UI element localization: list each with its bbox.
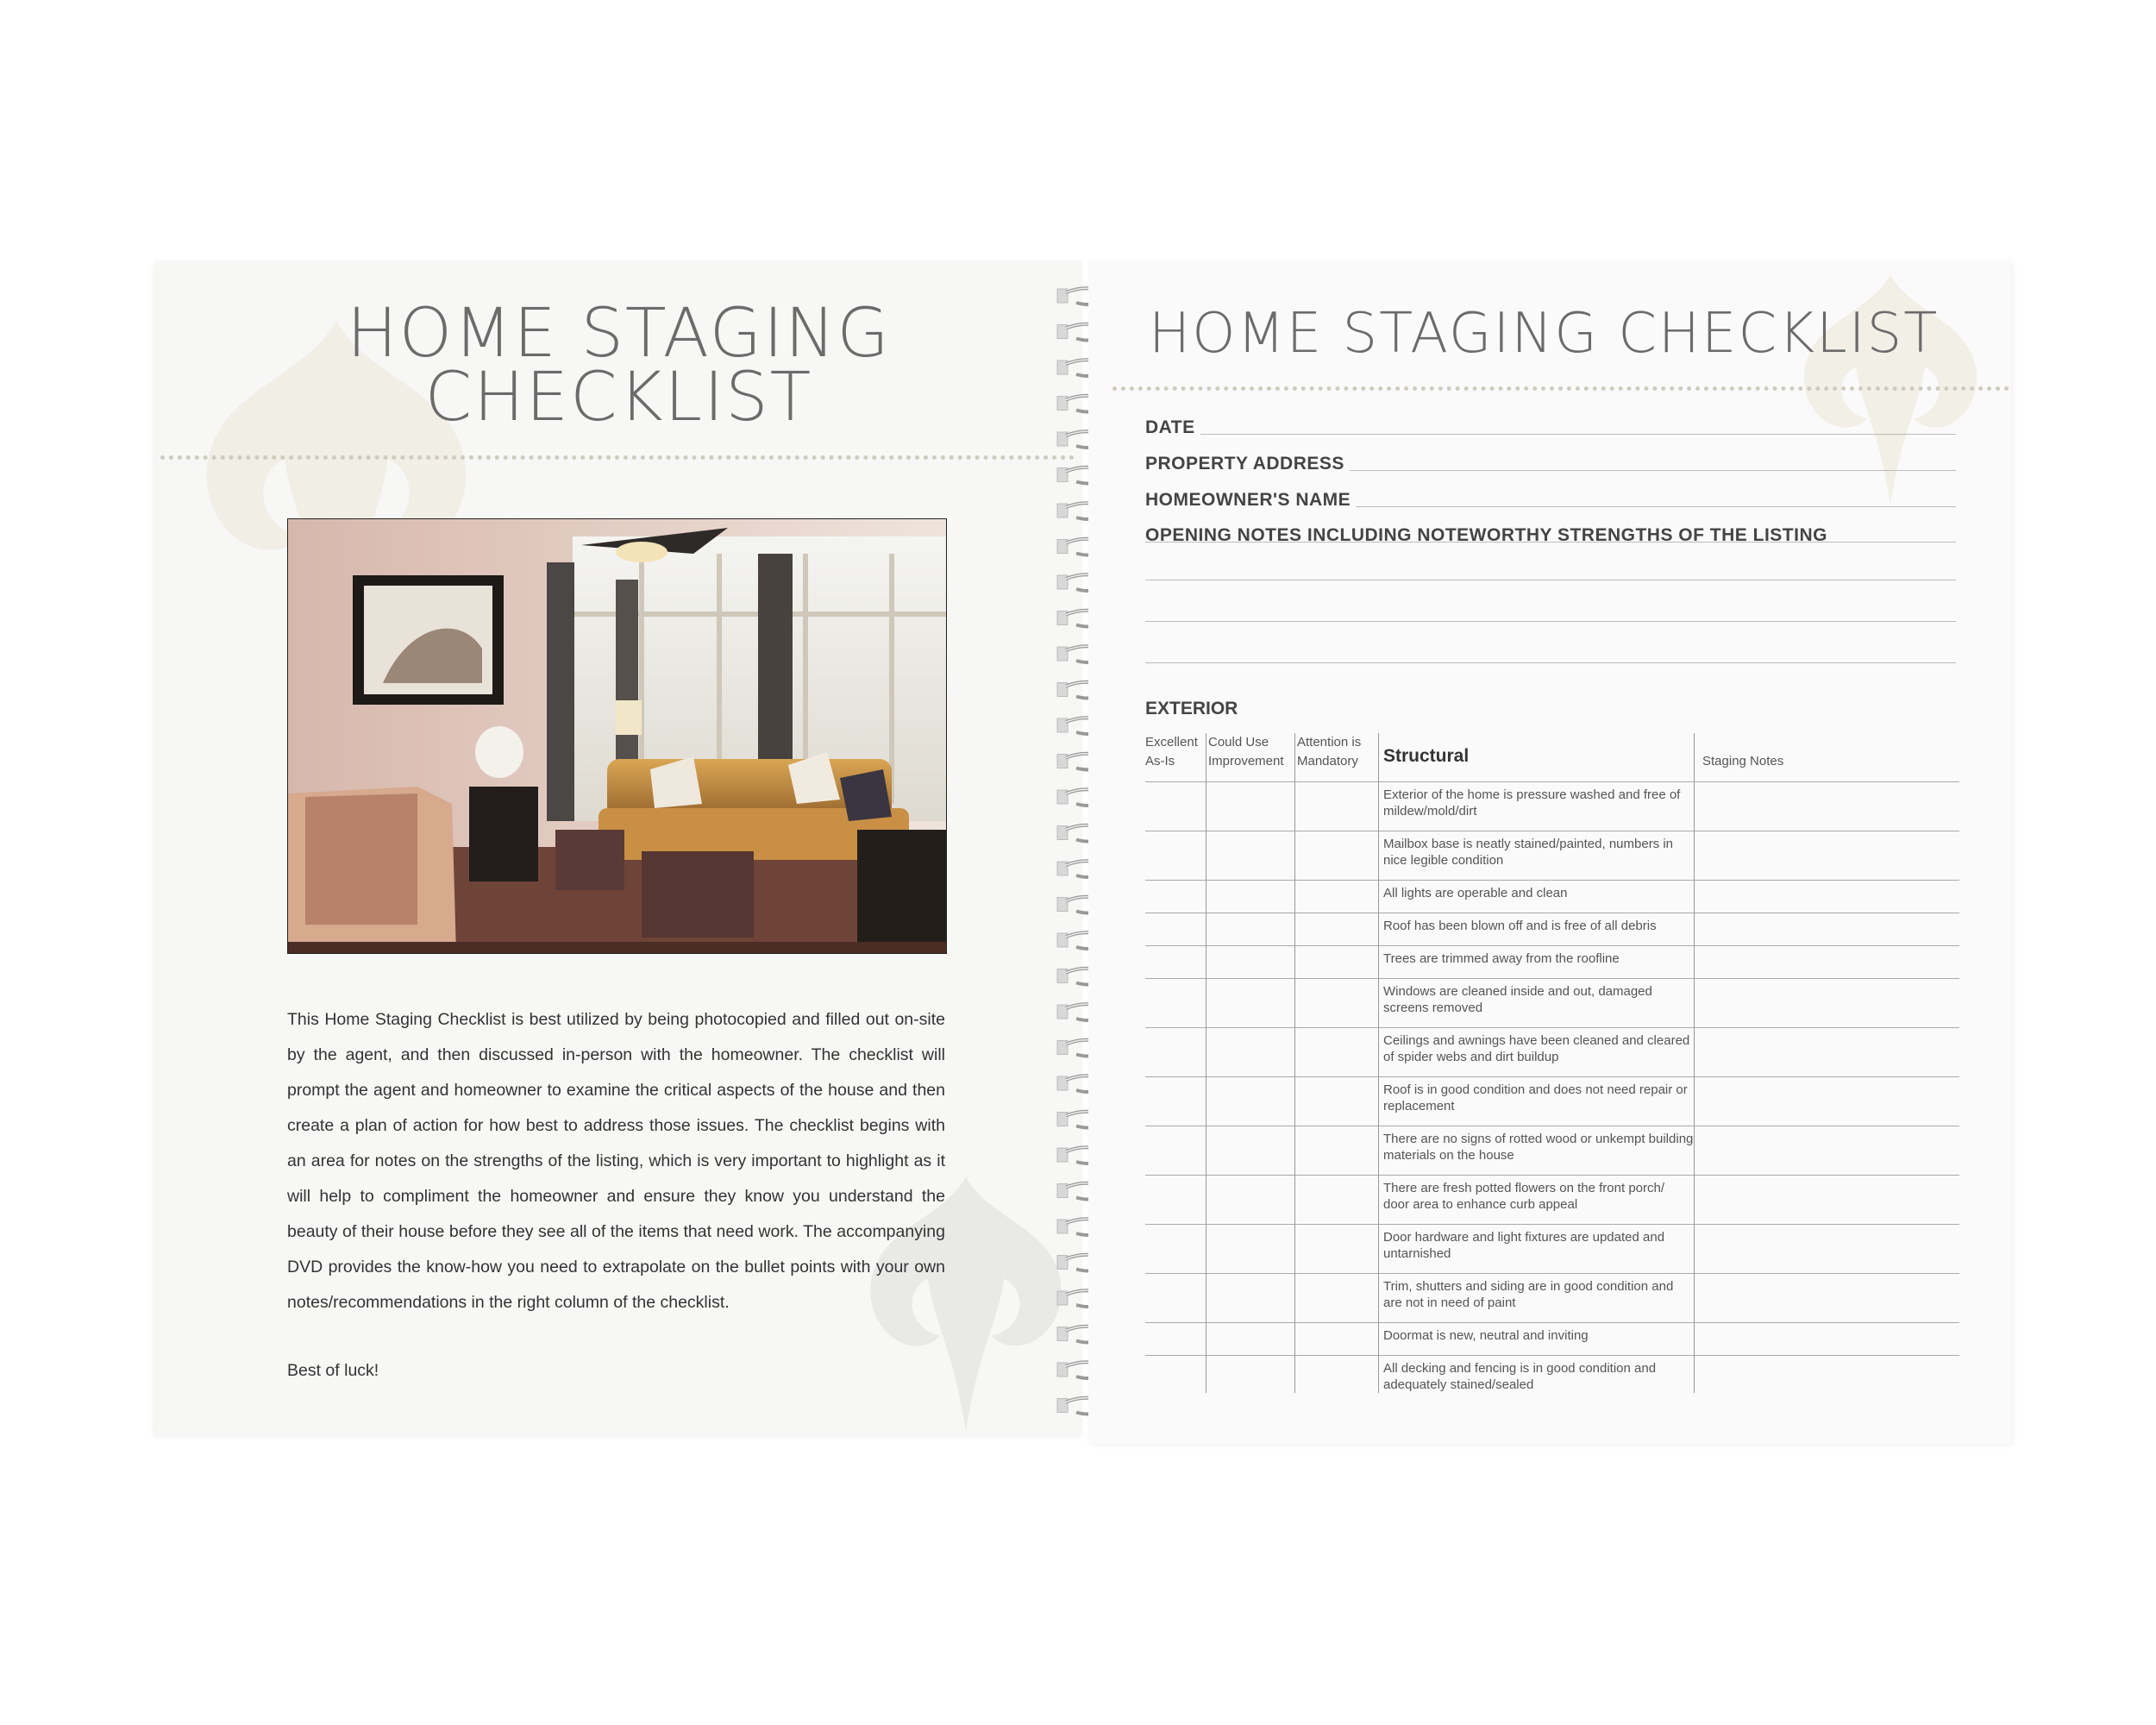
col-could-line2: Improvement [1208, 754, 1284, 768]
checklist-item: Windows are cleaned inside and out, damaged screens removed [1383, 984, 1652, 1015]
col-excellent-header [1145, 733, 1198, 771]
checklist-item: Trim, shutters and siding are in good condition and are not in need of paint [1383, 1279, 1674, 1310]
property-address-field[interactable] [1145, 454, 1956, 474]
row-divider [1145, 945, 1959, 946]
column-divider [1694, 733, 1695, 1393]
homeowner-name-label: HOMEOWNER'S NAME [1145, 490, 1356, 510]
checklist-title: HOME STAGING CHECKLIST [1149, 302, 1940, 366]
checklist-item: All lights are operable and clean [1383, 886, 1568, 900]
notes-line[interactable] [1145, 621, 1956, 622]
checklist-item: Exterior of the home is pressure washed and free of mildew/mold/dirt [1383, 787, 1681, 819]
col-attention-header [1297, 733, 1361, 771]
date-label: DATE [1145, 417, 1200, 437]
closing-text: Best of luck! [287, 1361, 379, 1380]
checklist-item: Ceilings and awnings have been cleaned and cleared of spider webs and dirt buildup [1383, 1033, 1690, 1064]
row-divider [1145, 1355, 1959, 1356]
checklist-item: Trees are trimmed away from the roofline [1383, 951, 1620, 966]
row-divider [1145, 781, 1959, 782]
notes-line[interactable] [1145, 662, 1956, 663]
checklist-item: Roof has been blown off and is free of all debris [1383, 919, 1657, 933]
row-divider [1145, 880, 1959, 881]
title-line-2: CHECKLIST [424, 359, 813, 436]
col-excellent-line1: Excellent [1145, 735, 1198, 750]
col-could-line1: Could Use [1208, 735, 1269, 750]
column-divider [1378, 733, 1379, 1393]
col-staging-notes-header: Staging Notes [1702, 754, 1784, 768]
checklist-item: Doormat is new, neutral and inviting [1383, 1328, 1589, 1343]
homeowner-name-field[interactable] [1145, 490, 1956, 511]
checklist-item: Mailbox base is neatly stained/painted, numbers in nice legible condition [1383, 837, 1674, 868]
row-divider [1145, 978, 1959, 979]
col-attention-line2: Mandatory [1297, 754, 1358, 768]
row-divider [1145, 1224, 1959, 1225]
col-could-use-header [1208, 733, 1284, 771]
dotted-divider [160, 455, 1075, 460]
section-title-exterior: EXTERIOR [1145, 699, 1238, 718]
living-room-image [288, 519, 946, 953]
col-excellent-line2: As-Is [1145, 754, 1175, 768]
title-line-1: HOME STAGING [347, 295, 891, 373]
opening-notes-label: OPENING NOTES INCLUDING NOTEWORTHY STRENGTHS OF THE LISTING [1145, 525, 1956, 546]
living-room-photo [287, 518, 947, 954]
col-structural-header: Structural [1383, 746, 1470, 766]
checklist-item: Door hardware and light fixtures are updated and untarnished [1383, 1230, 1665, 1261]
row-divider [1145, 1076, 1959, 1077]
row-divider [1145, 1322, 1959, 1323]
row-divider [1145, 1175, 1959, 1176]
property-address-label: PROPERTY ADDRESS [1145, 454, 1350, 474]
intro-paragraph: This Home Staging Checklist is best utilized by being photocopied and filled out on-site by the agent, and then discussed in-person with the homeowner. The checklist will prompt the agent and homeowner to examine the critical aspects of the house and then create a plan of action for how best to address those issues. The checklist begins with an area for notes on the strengths of the listing, which is very important to highlight as it will help to compliment the homeowner and ensure they know you understand the beauty of their house before they see all of the items that need work. The accompanying DVD provides the know-how you need to extrapolate on the bullet points with your own notes/recommendations in the right column of the checklist. [287, 1010, 945, 1312]
col-attention-line1: Attention is [1297, 735, 1362, 750]
row-divider [1145, 1273, 1959, 1274]
checklist-item: There are no signs of rotted wood or unkempt building materials on the house [1383, 1132, 1694, 1163]
page-title [155, 295, 1082, 436]
column-divider [1294, 733, 1295, 1393]
row-divider [1145, 1027, 1959, 1028]
date-field[interactable] [1145, 417, 1956, 438]
left-page [155, 260, 1082, 1435]
dotted-divider [1112, 386, 2009, 391]
checklist-item: All decking and fencing is in good condition and adequately stained/sealed [1383, 1361, 1657, 1392]
checklist-item: Roof is in good condition and does not need repair or replacement [1383, 1082, 1688, 1113]
right-page [1088, 260, 2011, 1444]
checklist-item: There are fresh potted flowers on the front porch/ door area to enhance curb appeal [1383, 1181, 1665, 1212]
